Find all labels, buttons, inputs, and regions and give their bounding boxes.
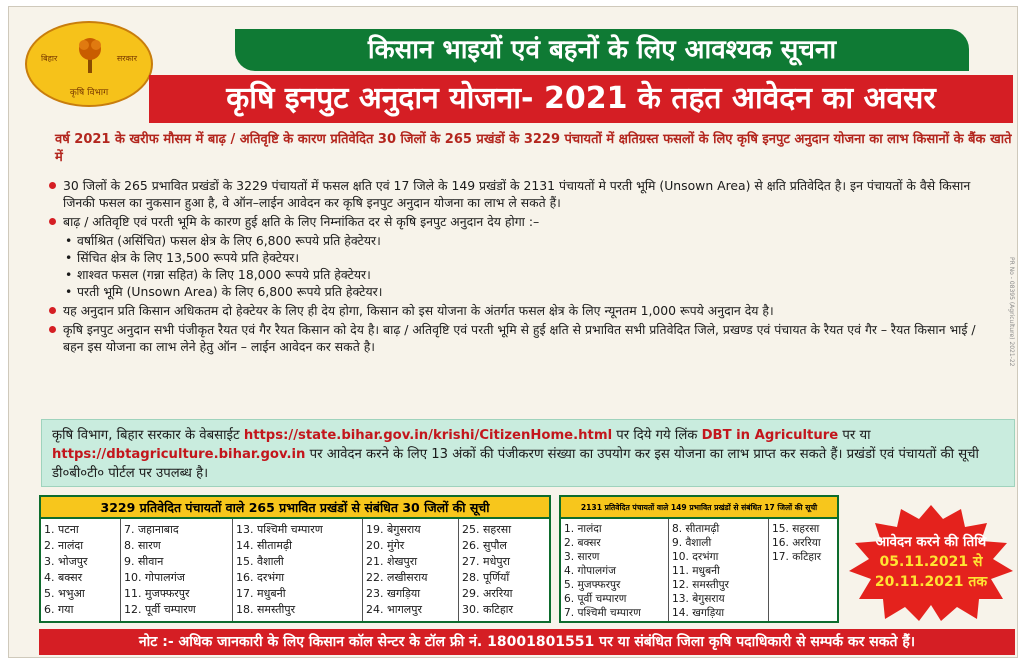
district-item: 14. खगड़िया — [672, 607, 725, 619]
district-item: 17. मधुबनी — [236, 587, 286, 600]
district-item: 13. पश्चिमी चम्पारण — [236, 523, 323, 536]
notice-title-banner: किसान भाइयों एवं बहनों के लिए आवश्यक सूचना — [235, 29, 969, 71]
dbt-portal-link[interactable]: https://dbtagriculture.bihar.gov.in — [52, 447, 306, 462]
rate-text: सिंचित क्षेत्र के लिए 13,500 रूपये प्रति हेक्टेयर। — [77, 250, 300, 265]
district-item: 4. गोपालगंज — [564, 565, 616, 577]
bullet-dot-icon — [49, 218, 56, 225]
district-item: 26. सुपौल — [462, 539, 507, 552]
dbt-agriculture-link[interactable]: DBT in Agriculture — [701, 428, 839, 443]
district-column — [233, 519, 363, 621]
footer-note: नोट :- अधिक जानकारी के लिए किसान कॉल सेन्टर के टॉल फ्री नं. 18001801551 पर या संबंधित जिला कृषि पदाधिकारी से सम्पर्क कर सकते हैं। — [39, 629, 1015, 655]
rate-item: • परती भूमि (Unsown Area) के लिए 6,800 रूपये प्रति हेक्टेयर। — [65, 284, 383, 299]
district-item: 21. शेखपुरा — [366, 555, 418, 568]
district-item: 6. गया — [44, 603, 74, 616]
district-column — [561, 519, 669, 621]
district-item: 16. दरभंगा — [236, 571, 285, 584]
district-column — [41, 519, 121, 621]
bullet-dot-icon — [49, 182, 56, 189]
deadline-starburst — [847, 503, 1015, 621]
district-item: 11. मुजफ्फरपुर — [124, 587, 190, 600]
bihar-govt-logo — [25, 21, 153, 107]
deadline-label: आवेदन करने की तिथि — [875, 533, 987, 550]
district-item: 10. गोपालगंज — [124, 571, 185, 584]
district-item: 9. वैशाली — [672, 537, 712, 549]
point-text: बाढ़ / अतिवृष्टि एवं परती भूमि के कारण हुई क्षति के लिए निम्नांकित दर से कृषि इनपुट अनुदान देय होगा :– — [63, 214, 540, 229]
district-item: 28. पूर्णियाँ — [462, 571, 510, 584]
district-item: 22. लखीसराय — [366, 571, 428, 584]
scheme-title-banner: कृषि इनपुट अनुदान योजना- 2021 के तहत आवेदन का अवसर — [149, 75, 1013, 123]
district-column — [769, 519, 837, 621]
district-item: 25. सहरसा — [462, 523, 512, 536]
point-item — [45, 177, 989, 211]
krishi-website-link[interactable]: https://state.bihar.gov.in/krishi/CitizenHome.html — [243, 428, 613, 443]
points-list — [45, 177, 989, 407]
rate-text: वर्षाश्रित (असिंचित) फसल क्षेत्र के लिए 6,800 रूपये प्रति हेक्टेयर। — [77, 233, 381, 248]
point-item — [45, 321, 989, 355]
point-item — [45, 213, 989, 230]
info-text: पर आवेदन करने के लिए 13 अंकों की पंजीकरण संख्या का उपयोग कर इस योजना का लाभ प्राप्त कर सकते हैं। प्रखंडों एवं पंचायतों की सूची डी०बी०टी० पोर्टल पर उपलब्ध है। — [52, 447, 979, 481]
rate-text: परती भूमि (Unsown Area) के लिए 6,800 रूपये प्रति हेक्टेयर। — [77, 284, 383, 299]
district-item: 2. नालंदा — [44, 539, 84, 552]
district-item: 3. सारण — [564, 551, 600, 563]
districts-17-table — [559, 495, 839, 623]
point-text: यह अनुदान प्रति किसान अधिकतम दो हेक्टेयर के लिए ही देय होगा, किसान को इस योजना के अंतर्गत फसल क्षेत्र के लिए न्यूनतम 1,000 रूपये अनुदान देय है। — [63, 303, 774, 318]
intro-text: वर्ष 2021 के खरीफ मौसम में बाढ़ / अतिवृष्टि के कारण प्रतिवेदित 30 जिलों के 265 प्रखंडों के 3229 पंचायतों में क्षतिग्रस्त फसलों के लिए कृषि इनपुट अनुदान योजना का लाभ किसानों के बैंक खाते में — [55, 132, 1012, 165]
info-text: पर दिये गये लिंक — [612, 428, 702, 443]
point-item — [45, 302, 989, 319]
rate-item: • सिंचित क्षेत्र के लिए 13,500 रूपये प्रति हेक्टेयर। — [65, 250, 300, 265]
district-item: 5. भभुआ — [44, 587, 85, 600]
bullet-dot-icon — [49, 307, 56, 314]
district-item: 10. दरभंगा — [672, 551, 719, 563]
district-item: 30. कटिहार — [462, 603, 514, 616]
deadline-to: 20.11.2021 तक — [874, 573, 988, 590]
district-item: 15. सहरसा — [772, 523, 820, 535]
district-item: 19. बेगुसराय — [366, 523, 421, 536]
table-columns — [41, 519, 549, 621]
info-text: कृषि विभाग, बिहार सरकार के वेबसाईट — [52, 428, 244, 443]
district-column — [459, 519, 549, 621]
district-item: 9. सीवान — [124, 555, 164, 568]
table-columns — [561, 519, 837, 621]
districts-30-table — [39, 495, 551, 623]
rate-item: • वर्षाश्रित (असिंचित) फसल क्षेत्र के लिए 6,800 रूपये प्रति हेक्टेयर। — [65, 233, 381, 248]
deadline-from: 05.11.2021 से — [879, 553, 983, 570]
district-item: 29. अररिया — [462, 587, 513, 600]
district-item: 11. मधुबनी — [672, 565, 720, 577]
district-item: 13. बेगुसराय — [672, 593, 725, 605]
district-item: 5. मुजफ्फरपुर — [564, 579, 621, 591]
info-text: पर या — [838, 428, 871, 443]
district-item: 20. मुंगेर — [366, 539, 405, 552]
district-item: 7. पश्चिमी चम्पारण — [564, 607, 641, 619]
district-item: 18. समस्तीपुर — [236, 603, 296, 616]
bodhi-tree-icon — [75, 35, 105, 75]
district-item: 16. अररिया — [772, 537, 821, 549]
logo-state-text: बिहार — [41, 54, 58, 63]
table-heading: 2131 प्रतिवेदित पंचायतों वाले 149 प्रभावित प्रखंडों से संबंधित 17 जिलों की सूची — [561, 497, 837, 519]
district-item: 27. मधेपुरा — [462, 555, 510, 568]
district-item: 8. सारण — [124, 539, 161, 552]
district-item: 12. पूर्वी चम्पारण — [124, 603, 196, 616]
district-item: 6. पूर्वी चम्पारण — [564, 593, 627, 605]
district-column — [669, 519, 769, 621]
district-item: 3. भोजपुर — [44, 555, 88, 568]
district-item: 12. समस्तीपुर — [672, 579, 729, 591]
district-item: 17. कटिहार — [772, 551, 822, 563]
notice-page — [8, 6, 1018, 658]
district-item: 8. सीतामढ़ी — [672, 523, 720, 535]
rate-text: शाश्वत फसल (गन्ना सहित) के लिए 18,000 रूपये प्रति हेक्टेयर। — [77, 267, 371, 282]
logo-department-text: कृषि विभाग — [69, 88, 109, 98]
point-text: कृषि इनपुट अनुदान सभी पंजीकृत रैयत एवं गैर रैयत किसान को देय है। बाढ़ / अतिवृष्टि एवं परती भूमि से हुई क्षति से प्रभावित सभी प्रतिवेदित जिले, प्रखण्ड एवं पंचायत के रैयत एवं गैर – रैयत किसान भाई / बहन इस योजना का लाभ लेने हेतु ऑन – लाईन आवेदन कर सकते है। — [63, 322, 976, 354]
district-item: 24. भागलपुर — [366, 603, 422, 616]
district-item: 7. जहानाबाद — [124, 523, 179, 536]
pr-number-code: PR No - 08395 (Agriculture) 2021-22 — [1008, 257, 1015, 367]
deadline-text-block — [847, 503, 1015, 621]
district-column — [363, 519, 459, 621]
district-item: 14. सीतामढ़ी — [236, 539, 293, 552]
website-info-box — [41, 419, 1015, 487]
district-item: 4. बक्सर — [44, 571, 83, 584]
rate-item: • शाश्वत फसल (गन्ना सहित) के लिए 18,000 रूपये प्रति हेक्टेयर। — [65, 267, 371, 282]
table-heading: 3229 प्रतिवेदित पंचायतों वाले 265 प्रभावित प्रखंडों से संबंधित 30 जिलों की सूची — [41, 497, 549, 519]
district-column — [121, 519, 233, 621]
bullet-dot-icon — [49, 326, 56, 333]
district-item: 15. वैशाली — [236, 555, 284, 568]
point-text: 30 जिलों के 265 प्रभावित प्रखंडों के 3229 पंचायतों में फसल क्षति एवं 17 जिले के 149 प्रखंडों के 2131 पंचायतों मे परती भूमि (Unsown Area) से क्षति प्रतिवेदित है। इन पंचायतों के वैसे किसान जिनकी फसल का नुकसान हुआ है, वे ऑन–लाईन आवेदन कर कृषि इनपुट अनुदान योजना का लाभ ले सकते हैं। — [63, 178, 971, 210]
district-item: 2. बक्सर — [564, 537, 601, 549]
district-item: 1. पटना — [44, 523, 79, 536]
district-item: 1. नालंदा — [564, 523, 602, 535]
district-item: 23. खगड़िया — [366, 587, 421, 600]
logo-govt-text: सरकार — [116, 54, 137, 63]
